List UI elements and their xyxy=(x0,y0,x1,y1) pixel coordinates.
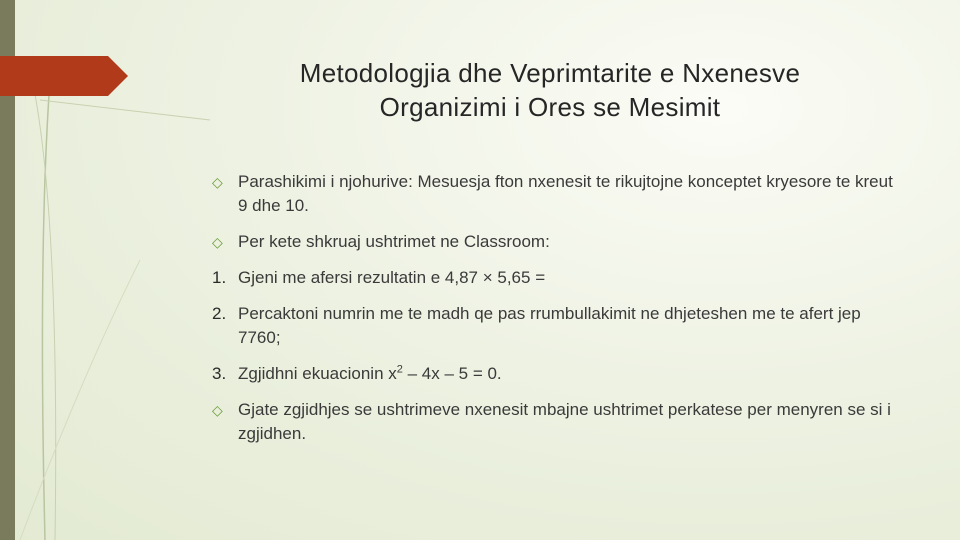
slide-title xyxy=(150,56,950,124)
numbered-item xyxy=(212,266,902,290)
diamond-bullet-icon: ◇ xyxy=(212,174,223,190)
item-number: 1. xyxy=(212,268,227,287)
numbered-item xyxy=(212,302,902,350)
exponent: 2 xyxy=(396,363,403,376)
item-text: Gjeni me afersi rezultatin e 4,87 × 5,65 = xyxy=(238,268,546,287)
item-number: 3. xyxy=(212,364,227,383)
item-text-before: Zgjidhni ekuacionin x xyxy=(238,364,397,383)
title-line-2: Organizimi i Ores se Mesimit xyxy=(379,92,721,122)
numbered-item xyxy=(212,362,902,386)
bullet-item xyxy=(212,170,902,218)
title-accent-tab xyxy=(0,56,128,96)
diamond-bullet-icon: ◇ xyxy=(212,234,223,250)
bullet-text: Per kete shkruaj ushtrimet ne Classroom: xyxy=(238,232,550,251)
bullet-item xyxy=(212,230,902,254)
item-number: 2. xyxy=(212,304,227,323)
item-text-after: – 4x – 5 = 0. xyxy=(402,364,502,383)
bullet-item xyxy=(212,398,902,446)
slide-content xyxy=(212,170,902,446)
title-line-1: Metodologjia dhe Veprimtarite e Nxenesve xyxy=(299,58,801,88)
item-text: Percaktoni numrin me te madh qe pas rrumbullakimit ne dhjeteshen me te afert jep 7760; xyxy=(238,304,861,347)
bullet-text: Parashikimi i njohurive: Mesuesja fton nxenesit te rikujtojne konceptet kryesore te kreut 9 dhe 10. xyxy=(238,172,893,215)
diamond-bullet-icon: ◇ xyxy=(212,402,223,418)
bullet-text: Gjate zgjidhjes se ushtrimeve nxenesit mbajne ushtrimet perkatese per menyren se si i zgjidhen. xyxy=(238,400,891,443)
